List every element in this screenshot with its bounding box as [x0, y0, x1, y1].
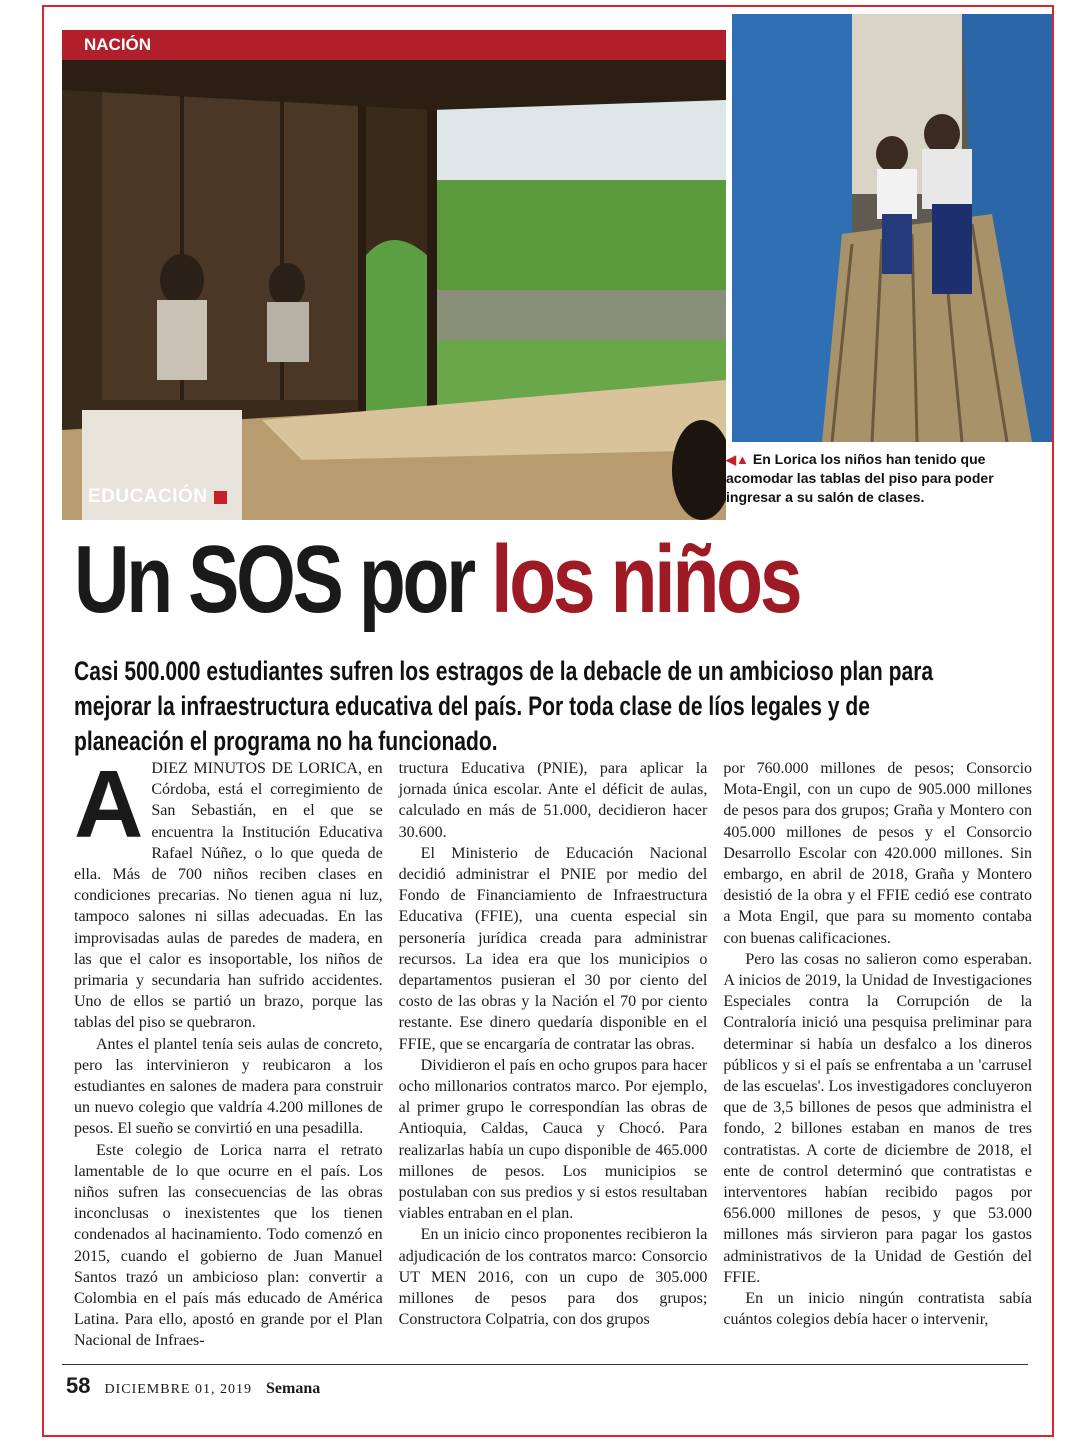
headline-part2: los niños [491, 526, 800, 633]
paragraph: DIEZ MINUTOS DE LORICA, en Córdoba, está el corregimiento de San Sebastián, en el que se encuentra la Institución Educativa Rafael Núñez, o lo que queda de ella. Más de 700 niños reciben clases en condiciones precarias. No tienen agua ni luz, tampoco salones ni sillas adecuadas. En las improvisadas aulas de paredes de madera, en las que el calor es insoportable, los niños de primaria y secundaria han sufrido accidentes. Uno de ellos se partió un brazo, porque las tablas del piso se quebraron. [74, 760, 383, 1032]
section-label: NACIÓN [62, 30, 726, 60]
drop-cap: A [74, 751, 144, 858]
classroom-photo [62, 30, 726, 520]
paragraph: por 760.000 millones de pesos; Consorcio Mota-Engil, con un cupo de 905.000 millones de pesos para dos grupos; Graña y Montero con 405.000 millones de pesos y el Consorcio Desarrollo Escolar con 420.000 millones. Sin embargo, en abril de 2018, Graña y Montero desistió de la obra y el FFIE cedió ese contrato a Mota Engil, que para su momento contaba con buenas calificaciones. [723, 760, 1033, 947]
paragraph: En un inicio cinco proponentes recibieron la adjudicación de los contratos marco: Consorcio UT MEN 2016, con un cupo de 305.000 millones de pesos para dos grupos; Constructora Colpatria, con dos grupos [398, 1226, 708, 1329]
article-body [74, 751, 1033, 1356]
page-number: 58 [66, 1373, 91, 1398]
paragraph: Pero las cosas no salieron como esperaban. A inicios de 2019, la Unidad de Investigaciones Especiales contra la Corrupción de la Contraloría inició una pesquisa preliminar para determinar si había un desfalco a los dineros públicos y si el país se enfrentaba a un 'carrusel de las escuelas'. Los investigadores concluyeron que de 3,5 billones de pesos que administra el fondo, 2 billones estaban en manos de tres contratistas. A corte de diciembre de 2018, el ente de control determinó que contratistas e interventores habían recibido pagos por 656.000 millones de pesos, y que 53.000 millones más sirvieron para pagar los gastos administrativos de la Unidad de Gestión del FFIE. [723, 950, 1033, 1286]
category-kicker [88, 486, 227, 508]
magazine-name: Semana [265, 1380, 321, 1397]
kicker-label: EDUCACIÓN [88, 486, 208, 507]
column-3 [723, 758, 1032, 1356]
caption-arrows-icon: ◀▲ [726, 452, 749, 467]
paragraph: En un inicio ningún contratista sabía cuántos colegios debía hacer o intervenir, [723, 1290, 1033, 1329]
paragraph: Este colegio de Lorica narra el retrato lamentable de lo que ocurre en el país. Los niños sufren las consecuencias de las obras inconclusas o inexistentes que los tienen condenados al hacinamiento. Todo comenzó en 2015, cuando el gobierno de Juan Manuel Santos trazó un ambicioso plan: convertir a Colombia en el país más educado de América Latina. Para ello, apostó en grande por el Plan Nacional de Infraes- [74, 1141, 383, 1350]
floorboards-photo [732, 14, 1054, 442]
caption-text: En Lorica los niños han tenido que acomodar las tablas del piso para poder ingresar a su salón de clases. [726, 451, 994, 505]
paragraph: Dividieron el país en ocho grupos para hacer ocho millonarios contratos marco. Por ejemplo, al primer grupo le correspondían las obras de Antioquia, Caldas, Cauca y Chocó. Para realizarlas había un cupo disponible de 465.000 millones de pesos. Los municipios se postulaban con sus predios y si estos resultaban viables entraban en el plan. [398, 1056, 708, 1223]
paragraph: tructura Educativa (PNIE), para aplicar la jornada única escolar. Ante el déficit de aulas, calculado en más de 51.000, decidieron hacer 30.600. [398, 760, 708, 841]
footer-rule [62, 1364, 1028, 1365]
column-2 [399, 758, 708, 1356]
red-square-icon [214, 491, 227, 504]
column-1 [74, 751, 383, 1356]
page-footer [66, 1373, 320, 1399]
issue-date: DICIEMBRE 01, 2019 [104, 1382, 252, 1397]
paragraph: Antes el plantel tenía seis aulas de concreto, pero las intervinieron y reubicaron a los estudiantes en salones de madera para construir un nuevo colegio que valdría 4.200 millones de pesos. El sueño se convirtió en una pesadilla. [74, 1035, 383, 1138]
photo-caption [726, 450, 1046, 507]
paragraph: El Ministerio de Educación Nacional decidió administrar el PNIE por medio del Fondo de Financiamiento de Infraestructura Educativa (FFIE), una cuenta especial sin personería jurídica creada para administrar recursos. La idea era que los municipios o departamentos pusieran el 30 por ciento del costo de las obras y la Nación el 70 por ciento restante. Ese dinero quedaría disponible en el FFIE, que se encargaría de contratar las obras. [398, 844, 708, 1053]
headline-part1: Un SOS por [74, 526, 473, 633]
article-dek: Casi 500.000 estudiantes sufren los estragos de la debacle de un ambicioso plan para mejorar la infraestructura educativa del país. Por toda clase de líos legales y de planeación el programa no ha funcionado. [74, 656, 934, 756]
headline [74, 524, 850, 636]
